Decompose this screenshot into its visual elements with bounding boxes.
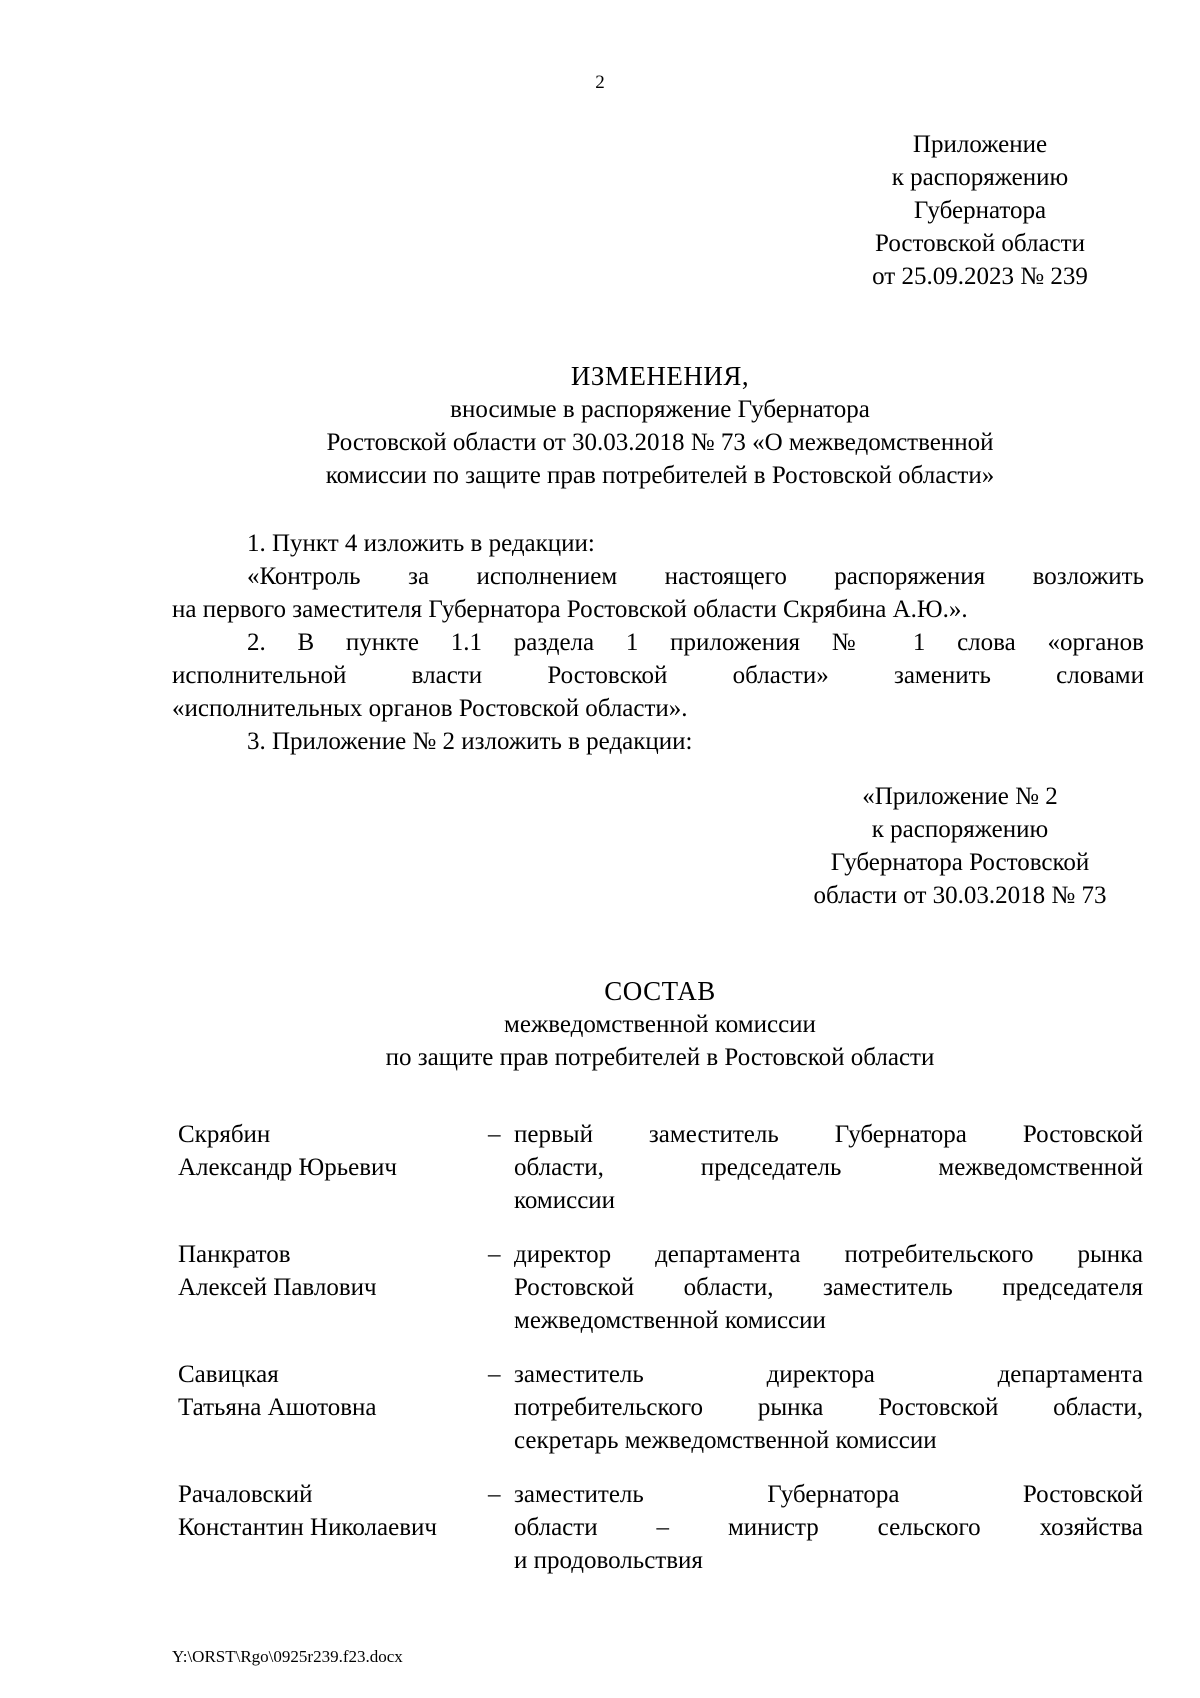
- member-entry: [178, 1358, 1143, 1457]
- member-surname: Панкратов: [178, 1241, 291, 1268]
- changes-subtitle-line: вносимые в распоряжение Губернатора: [450, 396, 870, 423]
- item2-line: 2. В пункте 1.1 раздела 1 приложения № 1 слова «органов: [247, 629, 1144, 656]
- member-role-line: области – министр сельского хозяйства: [514, 1514, 1143, 1541]
- member-role: [514, 1238, 1143, 1337]
- member-dash: –: [488, 1481, 501, 1508]
- member-role-line: Ростовской области, заместитель председателя: [514, 1274, 1143, 1301]
- changes-heading: [0, 360, 1200, 492]
- changes-subtitle-line: Ростовской области от 30.03.2018 № 73 «О межведомственной: [326, 429, 994, 456]
- member-name: [178, 1238, 488, 1337]
- annex-header-line: от 25.09.2023 № 239: [872, 263, 1088, 290]
- member-role-line: заместитель директора департамента: [514, 1361, 1143, 1388]
- member-role-line: и продовольствия: [514, 1547, 703, 1574]
- item1-intro: 1. Пункт 4 изложить в редакции:: [247, 530, 595, 557]
- annex2-header-line: Губернатора Ростовской: [830, 849, 1090, 876]
- member-entry: [178, 1478, 1143, 1577]
- member-role-line: секретарь межведомственной комиссии: [514, 1427, 937, 1454]
- sostav-heading: [0, 975, 1200, 1074]
- changes-body: [172, 527, 1144, 758]
- changes-title: ИЗМЕНЕНИЯ,: [570, 361, 750, 391]
- member-surname: Рачаловский: [178, 1481, 313, 1508]
- annex2-header-line: области от 30.03.2018 № 73: [813, 882, 1107, 909]
- member-name: [178, 1358, 488, 1457]
- sostav-subtitle-line: по защите прав потребителей в Ростовской области: [385, 1044, 935, 1071]
- member-role-line: первый заместитель Губернатора Ростовской: [514, 1121, 1143, 1148]
- item2-line: исполнительной власти Ростовской области» заменить словами: [172, 662, 1144, 689]
- member-role: [514, 1118, 1143, 1217]
- item1-quote-line: на первого заместителя Губернатора Ростовской области Скрябина А.Ю.».: [172, 596, 968, 623]
- member-role-line: потребительского рынка Ростовской области,: [514, 1394, 1143, 1421]
- member-role-line: межведомственной комиссии: [514, 1307, 826, 1334]
- member-entry: [178, 1238, 1143, 1337]
- annex-header: [830, 128, 1130, 293]
- member-dash: –: [488, 1121, 501, 1148]
- item3: 3. Приложение № 2 изложить в редакции:: [247, 728, 693, 755]
- footer-file-path: Y:\ORST\Rgo\0925r239.f23.docx: [172, 1647, 403, 1666]
- annex-header-line: Приложение: [912, 131, 1048, 158]
- member-name: [178, 1118, 488, 1217]
- member-role-line: комиссии: [514, 1187, 616, 1214]
- member-given-name: Константин Николаевич: [178, 1514, 437, 1541]
- annex2-header-line: «Приложение № 2: [862, 783, 1058, 810]
- member-surname: Скрябин: [178, 1121, 271, 1148]
- member-name: [178, 1478, 488, 1577]
- member-role: [514, 1358, 1143, 1457]
- member-dash: –: [488, 1361, 501, 1388]
- annex2-header-line: к распоряжению: [871, 816, 1049, 843]
- item1-quote-line: «Контроль за исполнением настоящего распоряжения возложить: [247, 563, 1144, 590]
- changes-subtitle-line: комиссии по защите прав потребителей в Ростовской области»: [325, 462, 995, 489]
- member-role-line: области, председатель межведомственной: [514, 1154, 1143, 1181]
- members-list: [178, 1118, 1143, 1598]
- sostav-title: СОСТАВ: [604, 976, 716, 1006]
- member-role-line: директор департамента потребительского рынка: [514, 1241, 1143, 1268]
- annex-header-line: к распоряжению: [891, 164, 1069, 191]
- member-dash: –: [488, 1241, 501, 1268]
- member-role-line: заместитель Губернатора Ростовской: [514, 1481, 1143, 1508]
- member-given-name: Александр Юрьевич: [178, 1154, 397, 1181]
- item2-line: «исполнительных органов Ростовской области».: [172, 695, 688, 722]
- member-entry: [178, 1118, 1143, 1217]
- page-number: 2: [595, 72, 605, 93]
- member-given-name: Татьяна Ашотовна: [178, 1394, 377, 1421]
- member-given-name: Алексей Павлович: [178, 1274, 377, 1301]
- annex-header-line: Губернатора: [913, 197, 1047, 224]
- annex-header-line: Ростовской области: [875, 230, 1085, 257]
- sostav-subtitle-line: межведомственной комиссии: [504, 1011, 816, 1038]
- member-surname: Савицкая: [178, 1361, 279, 1388]
- annex2-header: [790, 780, 1130, 912]
- member-role: [514, 1478, 1143, 1577]
